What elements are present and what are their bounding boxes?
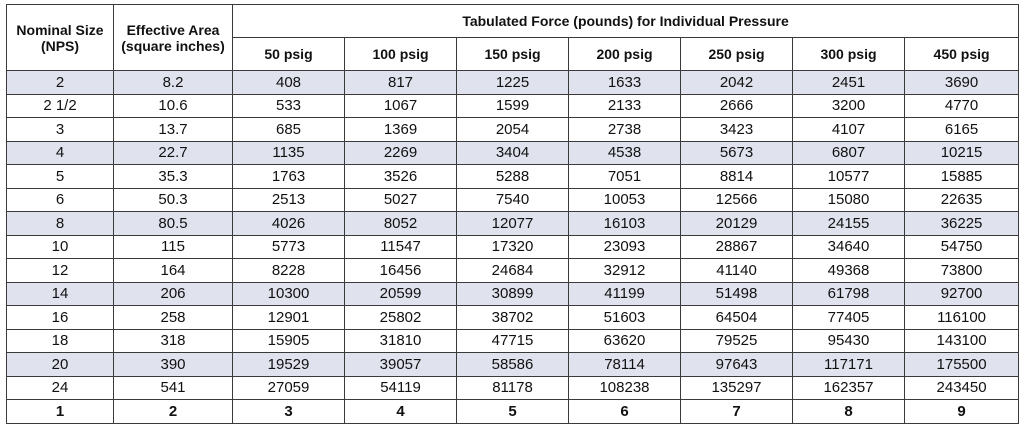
table-cell: 64504	[681, 306, 793, 330]
table-cell: 318	[114, 329, 233, 353]
column-number-cell: 3	[233, 400, 345, 424]
table-cell: 81178	[457, 376, 569, 400]
table-cell: 54750	[905, 235, 1019, 259]
header-pressure: 300 psig	[793, 38, 905, 71]
table-cell: 2	[7, 71, 114, 95]
table-cell: 5	[7, 165, 114, 189]
table-cell: 3404	[457, 141, 569, 165]
header-tabulated-force-label: Tabulated Force (pounds) for Individual Pressure	[462, 13, 789, 29]
table-row	[7, 188, 1019, 212]
table-cell: 817	[345, 71, 457, 95]
table-cell: 79525	[681, 329, 793, 353]
table-cell: 12901	[233, 306, 345, 330]
column-number-cell: 4	[345, 400, 457, 424]
table-cell: 10	[7, 235, 114, 259]
table-cell: 7051	[569, 165, 681, 189]
column-number-cell: 7	[681, 400, 793, 424]
column-number-cell: 5	[457, 400, 569, 424]
table-cell: 108238	[569, 376, 681, 400]
table-cell: 4026	[233, 212, 345, 236]
table-cell: 31810	[345, 329, 457, 353]
table-cell: 92700	[905, 282, 1019, 306]
column-number-cell: 9	[905, 400, 1019, 424]
table-cell: 20	[7, 353, 114, 377]
table-cell: 4538	[569, 141, 681, 165]
table-cell: 1135	[233, 141, 345, 165]
table-cell: 10215	[905, 141, 1019, 165]
table-cell: 135297	[681, 376, 793, 400]
table-cell: 22.7	[114, 141, 233, 165]
table-cell: 10053	[569, 188, 681, 212]
table-cell: 6807	[793, 141, 905, 165]
table-cell: 390	[114, 353, 233, 377]
header-pressure: 450 psig	[905, 38, 1019, 71]
table-cell: 80.5	[114, 212, 233, 236]
table-cell: 8.2	[114, 71, 233, 95]
table-cell: 13.7	[114, 118, 233, 142]
table-cell: 117171	[793, 353, 905, 377]
header-pressure: 100 psig	[345, 38, 457, 71]
table-cell: 30899	[457, 282, 569, 306]
table-row	[7, 259, 1019, 283]
table-cell: 28867	[681, 235, 793, 259]
table-cell: 243450	[905, 376, 1019, 400]
header-pressure: 250 psig	[681, 38, 793, 71]
header-effective-area	[114, 5, 233, 71]
table-cell: 54119	[345, 376, 457, 400]
table-cell: 4107	[793, 118, 905, 142]
table-cell: 143100	[905, 329, 1019, 353]
table-cell: 5288	[457, 165, 569, 189]
table-cell: 2054	[457, 118, 569, 142]
table-cell: 58586	[457, 353, 569, 377]
table-cell: 2666	[681, 94, 793, 118]
table-cell: 20129	[681, 212, 793, 236]
table-row	[7, 282, 1019, 306]
table-cell: 12566	[681, 188, 793, 212]
table-cell: 7540	[457, 188, 569, 212]
table-body	[7, 71, 1019, 424]
table-cell: 95430	[793, 329, 905, 353]
table-cell: 39057	[345, 353, 457, 377]
table-cell: 18	[7, 329, 114, 353]
table-cell: 11547	[345, 235, 457, 259]
table-cell: 3690	[905, 71, 1019, 95]
table-cell: 77405	[793, 306, 905, 330]
table-cell: 3526	[345, 165, 457, 189]
table-cell: 15080	[793, 188, 905, 212]
table-cell: 5773	[233, 235, 345, 259]
table-cell: 1067	[345, 94, 457, 118]
table-cell: 22635	[905, 188, 1019, 212]
table-cell: 685	[233, 118, 345, 142]
table-cell: 408	[233, 71, 345, 95]
table-cell: 15885	[905, 165, 1019, 189]
table-cell: 41199	[569, 282, 681, 306]
column-number-cell: 2	[114, 400, 233, 424]
table-cell: 16456	[345, 259, 457, 283]
table-row	[7, 329, 1019, 353]
table-cell: 8	[7, 212, 114, 236]
table-cell: 1225	[457, 71, 569, 95]
table-cell: 36225	[905, 212, 1019, 236]
table-cell: 162357	[793, 376, 905, 400]
table-cell: 8052	[345, 212, 457, 236]
table-cell: 51603	[569, 306, 681, 330]
table-cell: 20599	[345, 282, 457, 306]
table-cell: 16	[7, 306, 114, 330]
force-table	[6, 4, 1019, 424]
table-row	[7, 353, 1019, 377]
table-cell: 41140	[681, 259, 793, 283]
table-cell: 10300	[233, 282, 345, 306]
table-cell: 2513	[233, 188, 345, 212]
table-cell: 4770	[905, 94, 1019, 118]
table-row	[7, 94, 1019, 118]
table-cell: 1633	[569, 71, 681, 95]
table-cell: 6165	[905, 118, 1019, 142]
table-row	[7, 71, 1019, 95]
table-cell: 175500	[905, 353, 1019, 377]
table-cell: 258	[114, 306, 233, 330]
header-row-1	[7, 5, 1019, 38]
table-cell: 63620	[569, 329, 681, 353]
table-cell: 164	[114, 259, 233, 283]
table-cell: 2 1/2	[7, 94, 114, 118]
table-cell: 3423	[681, 118, 793, 142]
table-cell: 2269	[345, 141, 457, 165]
table-cell: 61798	[793, 282, 905, 306]
table-cell: 3200	[793, 94, 905, 118]
table-cell: 51498	[681, 282, 793, 306]
table-header	[7, 5, 1019, 71]
table-cell: 49368	[793, 259, 905, 283]
table-cell: 17320	[457, 235, 569, 259]
table-cell: 27059	[233, 376, 345, 400]
table-cell: 15905	[233, 329, 345, 353]
column-number-cell: 6	[569, 400, 681, 424]
table-cell: 23093	[569, 235, 681, 259]
table-cell: 8228	[233, 259, 345, 283]
table-cell: 73800	[905, 259, 1019, 283]
table-row	[7, 306, 1019, 330]
table-cell: 5673	[681, 141, 793, 165]
table-cell: 38702	[457, 306, 569, 330]
table-row	[7, 118, 1019, 142]
header-tabulated-force	[233, 5, 1019, 38]
table-row	[7, 212, 1019, 236]
table-cell: 12	[7, 259, 114, 283]
table-cell: 533	[233, 94, 345, 118]
table-cell: 1763	[233, 165, 345, 189]
table-cell: 12077	[457, 212, 569, 236]
table-cell: 116100	[905, 306, 1019, 330]
header-pressure: 200 psig	[569, 38, 681, 71]
table-cell: 24155	[793, 212, 905, 236]
table-cell: 78114	[569, 353, 681, 377]
table-cell: 25802	[345, 306, 457, 330]
table-cell: 541	[114, 376, 233, 400]
table-cell: 6	[7, 188, 114, 212]
table-cell: 8814	[681, 165, 793, 189]
column-number-cell: 1	[7, 400, 114, 424]
table-cell: 16103	[569, 212, 681, 236]
table-row	[7, 376, 1019, 400]
table-cell: 34640	[793, 235, 905, 259]
table-row	[7, 165, 1019, 189]
table-cell: 3	[7, 118, 114, 142]
table-cell: 5027	[345, 188, 457, 212]
table-cell: 32912	[569, 259, 681, 283]
table-cell: 1369	[345, 118, 457, 142]
table-cell: 2451	[793, 71, 905, 95]
table-cell: 24684	[457, 259, 569, 283]
table-cell: 50.3	[114, 188, 233, 212]
table-cell: 97643	[681, 353, 793, 377]
table-cell: 35.3	[114, 165, 233, 189]
header-nominal-size-label: Nominal Size (NPS)	[16, 21, 104, 54]
header-pressure: 50 psig	[233, 38, 345, 71]
table-cell: 4	[7, 141, 114, 165]
table-row	[7, 141, 1019, 165]
column-number-cell: 8	[793, 400, 905, 424]
table-cell: 10577	[793, 165, 905, 189]
column-number-row	[7, 400, 1019, 424]
table-cell: 2042	[681, 71, 793, 95]
table-cell: 14	[7, 282, 114, 306]
table-cell: 2738	[569, 118, 681, 142]
table-row	[7, 235, 1019, 259]
table-cell: 24	[7, 376, 114, 400]
table-cell: 19529	[233, 353, 345, 377]
table-cell: 115	[114, 235, 233, 259]
header-pressure: 150 psig	[457, 38, 569, 71]
table-cell: 2133	[569, 94, 681, 118]
header-nominal-size	[7, 5, 114, 71]
table-cell: 10.6	[114, 94, 233, 118]
table-cell: 1599	[457, 94, 569, 118]
table-cell: 206	[114, 282, 233, 306]
header-effective-area-label: Effective Area (square inches)	[121, 21, 225, 54]
table-cell: 47715	[457, 329, 569, 353]
